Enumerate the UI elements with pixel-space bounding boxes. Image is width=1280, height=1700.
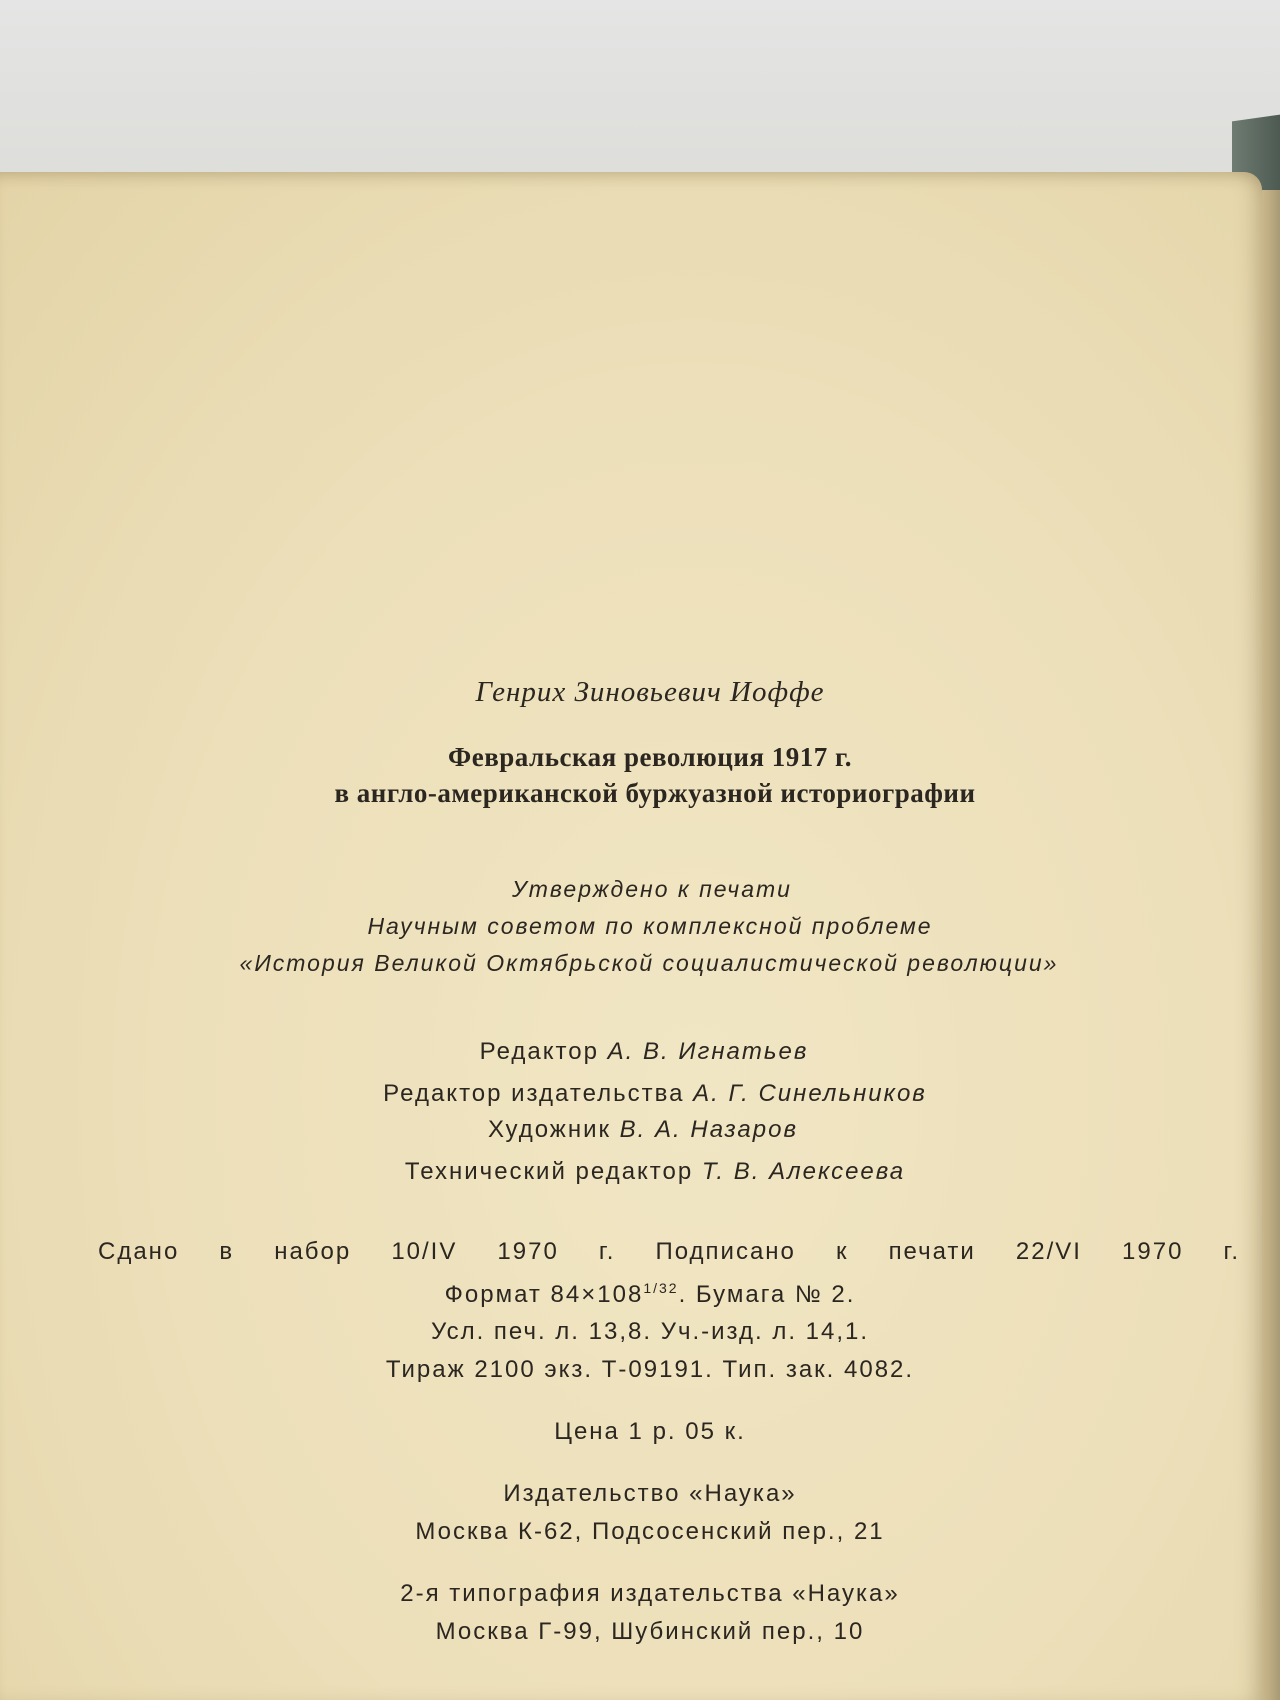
format-suffix: . Бумага № 2. <box>678 1281 856 1308</box>
publisher-address: Москва К-62, Подсосенский пер., 21 <box>415 1518 885 1545</box>
artist-credit <box>0 1116 1280 1144</box>
editor-role: Редактор <box>479 1038 599 1065</box>
format-prefix: Формат 84×108 <box>444 1281 644 1308</box>
author-name: Генрих Зиновьевич Иоффе <box>475 676 825 708</box>
approval-line-3: «История Великой Октябрьской социалистической революции» <box>239 950 1059 976</box>
publisher-editor-name: А. Г. Синельников <box>693 1080 927 1107</box>
book-title-line-2: в англо-американской буржуазной историографии <box>334 778 976 808</box>
printer-address: Москва Г-99, Шубинский пер., 10 <box>435 1618 865 1645</box>
approval-line-2: Научным советом по комплексной проблеме <box>367 913 933 939</box>
print-run: Тираж 2100 экз. Т-09191. Тип. зак. 4082. <box>385 1356 915 1383</box>
publisher-editor-role: Редактор издательства <box>383 1080 685 1107</box>
artist-name: В. А. Назаров <box>619 1116 798 1143</box>
book-title-line-1: Февральская революция 1917 г. <box>448 742 852 772</box>
editor-name: А. В. Игнатьев <box>607 1038 809 1065</box>
printer-name: 2-я типография издательства «Наука» <box>400 1580 900 1607</box>
tech-editor-name: Т. В. Алексеева <box>701 1158 906 1185</box>
tech-editor-role: Технический редактор <box>404 1158 694 1185</box>
approval-line-1: Утверждено к печати <box>512 876 792 902</box>
printed-sheets: Усл. печ. л. 13,8. Уч.-изд. л. 14,1. <box>430 1318 870 1345</box>
artist-role: Художник <box>488 1116 611 1143</box>
format-paper <box>0 1280 1280 1309</box>
publisher-editor-credit <box>0 1080 1280 1108</box>
price: Цена 1 р. 05 к. <box>554 1418 746 1445</box>
tech-editor-credit <box>0 1158 1280 1186</box>
typeset-dates: Сдано в набор 10/IV 1970 г. Подписано к печати 22/VI 1970 г. <box>98 1238 1240 1265</box>
editor-credit <box>0 1038 1280 1066</box>
publisher-name: Издательство «Наука» <box>503 1480 797 1507</box>
format-fraction: 1/32 <box>643 1280 679 1296</box>
